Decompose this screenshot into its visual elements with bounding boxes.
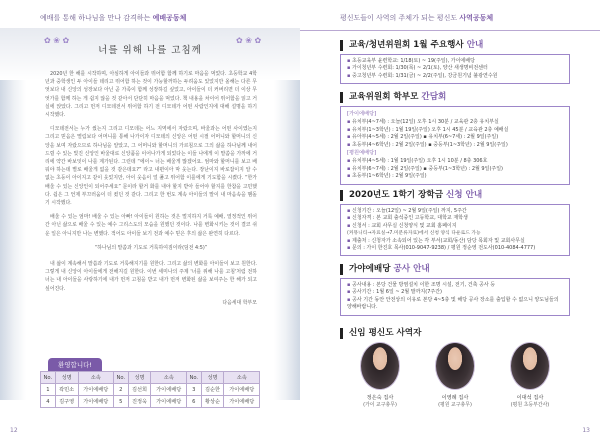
list-item: ▪ 공사내용 : 본당 건물 방염설치 이한 조명 시설, 전기, 건축 공사 등 bbox=[347, 282, 563, 289]
section-title: 가야에배당 공사 안내 bbox=[340, 264, 570, 275]
list-item: ▪ 신청자격 : 본 교회 출석중인 고등학교, 대학교 재학생 bbox=[347, 215, 563, 222]
scholarship-section bbox=[340, 190, 570, 256]
section-title: 신임 평신도 사역자 bbox=[340, 328, 570, 339]
list-item: ▪ 중고청년부 수련회: 1/31(금) ~ 2/2(주일), 강금원기념 불광연수원 bbox=[347, 73, 563, 80]
article-body bbox=[45, 70, 257, 313]
header-prefix: 예배를 통해 하나님을 만나 감격하는 bbox=[40, 14, 151, 22]
page-number: 13 bbox=[582, 427, 590, 434]
list-note: (커뮤니티→자료실→7.미분류자료)에서 신청 양식 다운로드 가능 bbox=[347, 231, 481, 237]
staff-card bbox=[425, 342, 485, 408]
list-item: ▪ 초등부(1~6학년) : 2월 9일(주일) bbox=[347, 173, 563, 180]
page-number: 12 bbox=[10, 427, 18, 434]
new-staff-people bbox=[340, 342, 570, 422]
list-item: ▪ 유아부(4~5세) : 2월 2일(주일) ▪ 유치부(6~7세) : 2월 9일(주일) bbox=[347, 134, 563, 141]
welcome-table bbox=[40, 371, 260, 408]
list-item: ▪ 초등교육부 윤련학교: 1/18(토) ~ 19(주일), 가이에배당 bbox=[347, 58, 563, 65]
staff-role: (평원 교구총무) bbox=[438, 402, 472, 408]
table-header-row: No. 성명 소속 No. 성명 소속 No. 성명 소속 bbox=[41, 372, 260, 384]
staff-name: 정은숙 집사 bbox=[366, 395, 394, 401]
section-box bbox=[340, 54, 570, 84]
youth-events-section bbox=[340, 40, 570, 84]
header-rule bbox=[300, 30, 600, 31]
flower-ornament: ✿ ❀ ✿ bbox=[44, 36, 70, 45]
list-item: ▪ 문의 : 가이 한진호 목사(010-9047-9238) / 평원 정순영 전도사(010-4084-4777) bbox=[347, 245, 563, 252]
new-staff-section bbox=[340, 328, 570, 342]
portrait-photo bbox=[510, 342, 550, 390]
list-item: ▪ 초등부(4~6학년) : 2월 2일(주일) ▪ 중등부(1~3학년) : 2월 9일(주일) bbox=[347, 142, 563, 149]
parents-meeting-section bbox=[340, 92, 570, 185]
right-page-header bbox=[300, 10, 600, 24]
article-paragraph: 디모데전서는 누가 썼는지 그리고 디모데는 어느 지역에서 자랐으며, 바울과는 어떤 사이였는지 그리고 믿음은 떨림보다 어머니를 통해 나가이자 디모데의 신앙은 어떤 시절 어머니와 할머니의 신앙을 보며 자랐으므로 하나님을 알았고, 그 어머니와 할머니의 가르침으로 그의 삶을 하나님께 내어 드릴 수 있는 빛진 신앙인 바울대로 신앙품을 이어나가게 되었다는 이들 나에게 이 말씀을 가까에 거리에 약간 바보잇이 나를 계가된다. 그런데 “에이~ 너는 배울게 많겠어요. 엄마와 할머니를 보고 배워야 하는데 별로 배울게 없을 것 같은데요?” 라고 내편이아 막 웃는다. 장난이지 바로잡이지 알 수 없는 초등이 아이지고 같이 웃었지만, 아이 웃음이 얼 풀고 뛰어함 이를에게 기도함을 시켰다. “한가 배울 수 있는 신앙인이 되어주세요” 문이라 할거 화를 내야 할지 받아 들어야 할지를 한참을 고민했다. 쉽은 그 언제 부끄러움이 더 컸던 것 같다. 그리고 한 번도 계속 아이들의 말이 내 마음속을 맴돌기 시작했다. bbox=[45, 126, 257, 207]
construction-section bbox=[340, 264, 570, 316]
article-paragraph: 내 삶이 계속해서 말씀과 기도로 거룩해지기를 원한다. 그리고 삶의 변화를 아이들이 보고 원한다. 그렇게 내 신앙이 아이들에게 전해지길 원한다. 이번 세미나의 주제 '너를 위해 나를 고침'처럼 전하 너는 내 아이들을 사랑하기에 내가 먼저 고침을 받고 내가 먼저 변화된 삶을 보여주는 한 해가 되고 싶어진다. bbox=[45, 261, 257, 292]
subsection-label: [평원예배당] bbox=[347, 150, 377, 157]
list-item: ▪ 신청기간 : 오늘(12일) ~ 2월 9일(주일) 까지, 5주간 bbox=[347, 208, 563, 215]
welcome-tab: 환영합니다! bbox=[48, 358, 102, 371]
list-item: ▪ 유치부(4~5세) : 1월 19일(주일) 오후 1시 10분 / 8층 306호 bbox=[347, 158, 563, 165]
header-section: 사역공동체 bbox=[459, 14, 494, 22]
portrait-photo bbox=[435, 342, 475, 390]
staff-card bbox=[500, 342, 560, 408]
table-row: 4 김구영 가이에배당 5 진정욱 가이에배당 6 황상순 가이에배당 bbox=[41, 396, 260, 408]
staff-role: (평원 초등부간사) bbox=[510, 402, 550, 408]
section-box bbox=[340, 204, 570, 256]
article-quote: “하나님의 말씀과 기도로 거룩하여짐이라(딤전 4:5)” bbox=[94, 244, 208, 251]
section-title: 2020년도 1학기 장학금 신청 안내 bbox=[340, 190, 570, 201]
list-item: ▪ 유치부(6~7세) : 2월 2일(주일) ▪ 중등부(1~3학년) : 2월 9일(주일) bbox=[347, 166, 563, 173]
subsection-label: [가이에배당] bbox=[347, 111, 377, 117]
right-page bbox=[300, 0, 600, 440]
welcome-section bbox=[40, 352, 260, 408]
staff-role: (가이 교구총무) bbox=[363, 402, 397, 408]
list-item: ▪ 유치부(1~3학년) : 1월 19일(주일) 오후 1시 45분 / 교육관 2층 예배실 bbox=[347, 127, 563, 134]
section-box bbox=[340, 106, 570, 185]
list-item: ▪ 공사기간 : 1월 6일 ~ 2월 말까지(7주간) bbox=[347, 289, 563, 296]
staff-name: 이대석 집사 bbox=[516, 395, 544, 401]
section-title: 교육/청년위원회 1월 주요행사 안내 bbox=[340, 40, 570, 51]
article-signature: 다음세대 학부모 bbox=[222, 299, 257, 306]
staff-name: 이영례 집사 bbox=[441, 395, 469, 401]
article-paragraph: 2020년 한 해를 시작하며, 아심하게 아이들과 뛰어함 함께 하기로 마음을 먹었다. 초등학교 4학년과 중학생인 두 아이들 데리고 뛰어함 하는 것이 가능할까하는 두려움도 있었지만 올해는 다른 무엇보다 내 신앙의 성장보다 아닌 곧 가족이 함께 성장하길 싶었고, 아이들이 더 커버리면 더 이상 무엇가를 함께 하는 게 쉽지 않을 것 같아서 단단히 마음을 먹었다. 책 내용을 차이어 뛰어함을 읽고 거실에 앉았다. 그리고 먼저 디모데전서 뛰어함 하기 전 디모데가 어떤 사람인지에 대해 설명을 하기 시작했다. bbox=[45, 71, 257, 119]
list-item: ▪ 신청서 : 교회 사무실 신청양식 및 교회 홈페이지 bbox=[347, 223, 563, 230]
section-title: 교육위원회 학부모 간담회 bbox=[340, 92, 570, 103]
portrait-photo bbox=[360, 342, 400, 390]
header-section: 예배공동체 bbox=[152, 14, 187, 22]
staff-card bbox=[350, 342, 410, 408]
section-box bbox=[340, 278, 570, 316]
list-item: ▪ 공사 기간 동안 안전상의 이유로 본당 4~5층 및 해당 공사 장소를 출입할 수 없으니 양도님들의 양해바랍니다. bbox=[347, 297, 563, 312]
list-item: ▪ 가이청년부 수련회: 1/30(목) ~ 2/1(토), 양산 새생명비전센터 bbox=[347, 65, 563, 72]
article-title: 너를 위해 나를 고침께 bbox=[98, 45, 202, 56]
list-item: ▪ 유치부(4~7세) : 오늘(12일) 오후 1시 30분 / 교육관 2층 유치부실 bbox=[347, 119, 563, 126]
left-page-header bbox=[0, 10, 300, 24]
list-item: ▪ 제출처 : 신청자가 소속되어 있는 각 부서(교회/동산) 담당 목회자 및 교회사무실 bbox=[347, 238, 563, 245]
flower-ornament: ✿ ❀ ✿ bbox=[236, 36, 262, 45]
header-prefix: 평신도들이 사역의 주체가 되는 평신도 bbox=[340, 14, 458, 22]
table-row: 1 곽민소 가이에배당 2 김선희 가이에배당 3 김순한 가이에배당 bbox=[41, 384, 260, 396]
article-paragraph: 배울 수 있는 엄마! 배울 수 있는 아빠! 아이들이 원하는 것은 멀지하지 거룩 예배, 열정적인 뛰어간 아닌 삶으로 배울 수 있는 예수 그리스도의 모습을 원했던 것이다. 나를 변화시키는 것이 결코 쉬운 일은 아니지만 나는 변했다. 적어도 아이들 보기 전과 예수 믿은 후의 삶은 완연히 다르다. bbox=[45, 214, 257, 237]
